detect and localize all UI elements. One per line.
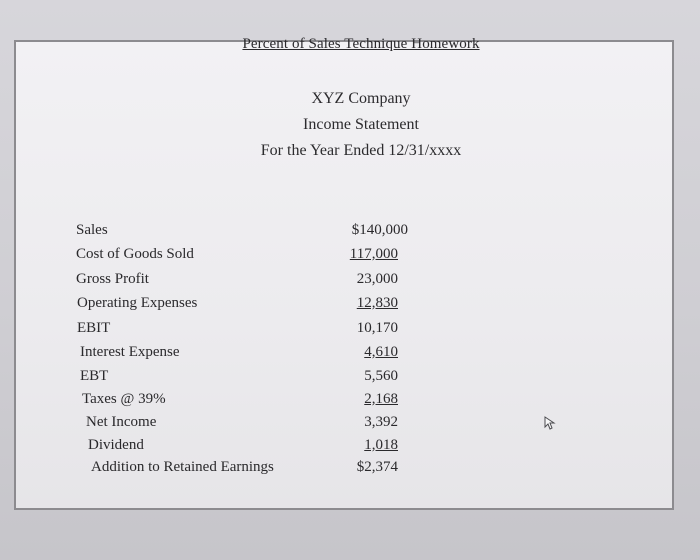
row-label-cogs: Cost of Goods Sold (76, 246, 194, 262)
row-label-operating-expenses: Operating Expenses (77, 295, 198, 311)
row-value-addition-retained-earnings: $2,374 (356, 459, 398, 475)
row-value-gross-profit: 23,000 (356, 271, 398, 287)
document-title: Percent of Sales Technique Homework (242, 36, 480, 52)
row-label-net-income: Net Income (86, 414, 157, 430)
row-value-ebit: 10,170 (356, 320, 398, 336)
row-label-sales: Sales (76, 222, 108, 238)
row-value-operating-expenses: 12,830 (356, 295, 398, 311)
row-value-net-income: 3,392 (364, 414, 398, 430)
row-value-taxes: 2,168 (364, 391, 398, 407)
row-label-gross-profit: Gross Profit (76, 271, 149, 287)
row-value-sales: $140,000 (351, 222, 408, 238)
company-name: XYZ Company (311, 90, 411, 107)
row-label-taxes: Taxes @ 39% (82, 391, 166, 407)
row-label-interest-expense: Interest Expense (80, 344, 180, 360)
row-label-dividend: Dividend (88, 437, 144, 453)
mouse-pointer-icon (544, 416, 558, 430)
homework-sheet (14, 36, 674, 510)
statement-period: For the Year Ended 12/31/xxxx (260, 142, 462, 159)
row-value-cogs: 117,000 (349, 246, 398, 262)
statement-title: Income Statement (303, 116, 419, 133)
row-label-addition-retained-earnings: Addition to Retained Earnings (91, 459, 274, 475)
row-value-ebt: 5,560 (364, 368, 398, 384)
row-label-ebt: EBT (80, 368, 109, 384)
row-value-dividend: 1,018 (364, 437, 398, 453)
row-label-ebit: EBIT (77, 320, 111, 336)
row-value-interest-expense: 4,610 (364, 344, 398, 360)
